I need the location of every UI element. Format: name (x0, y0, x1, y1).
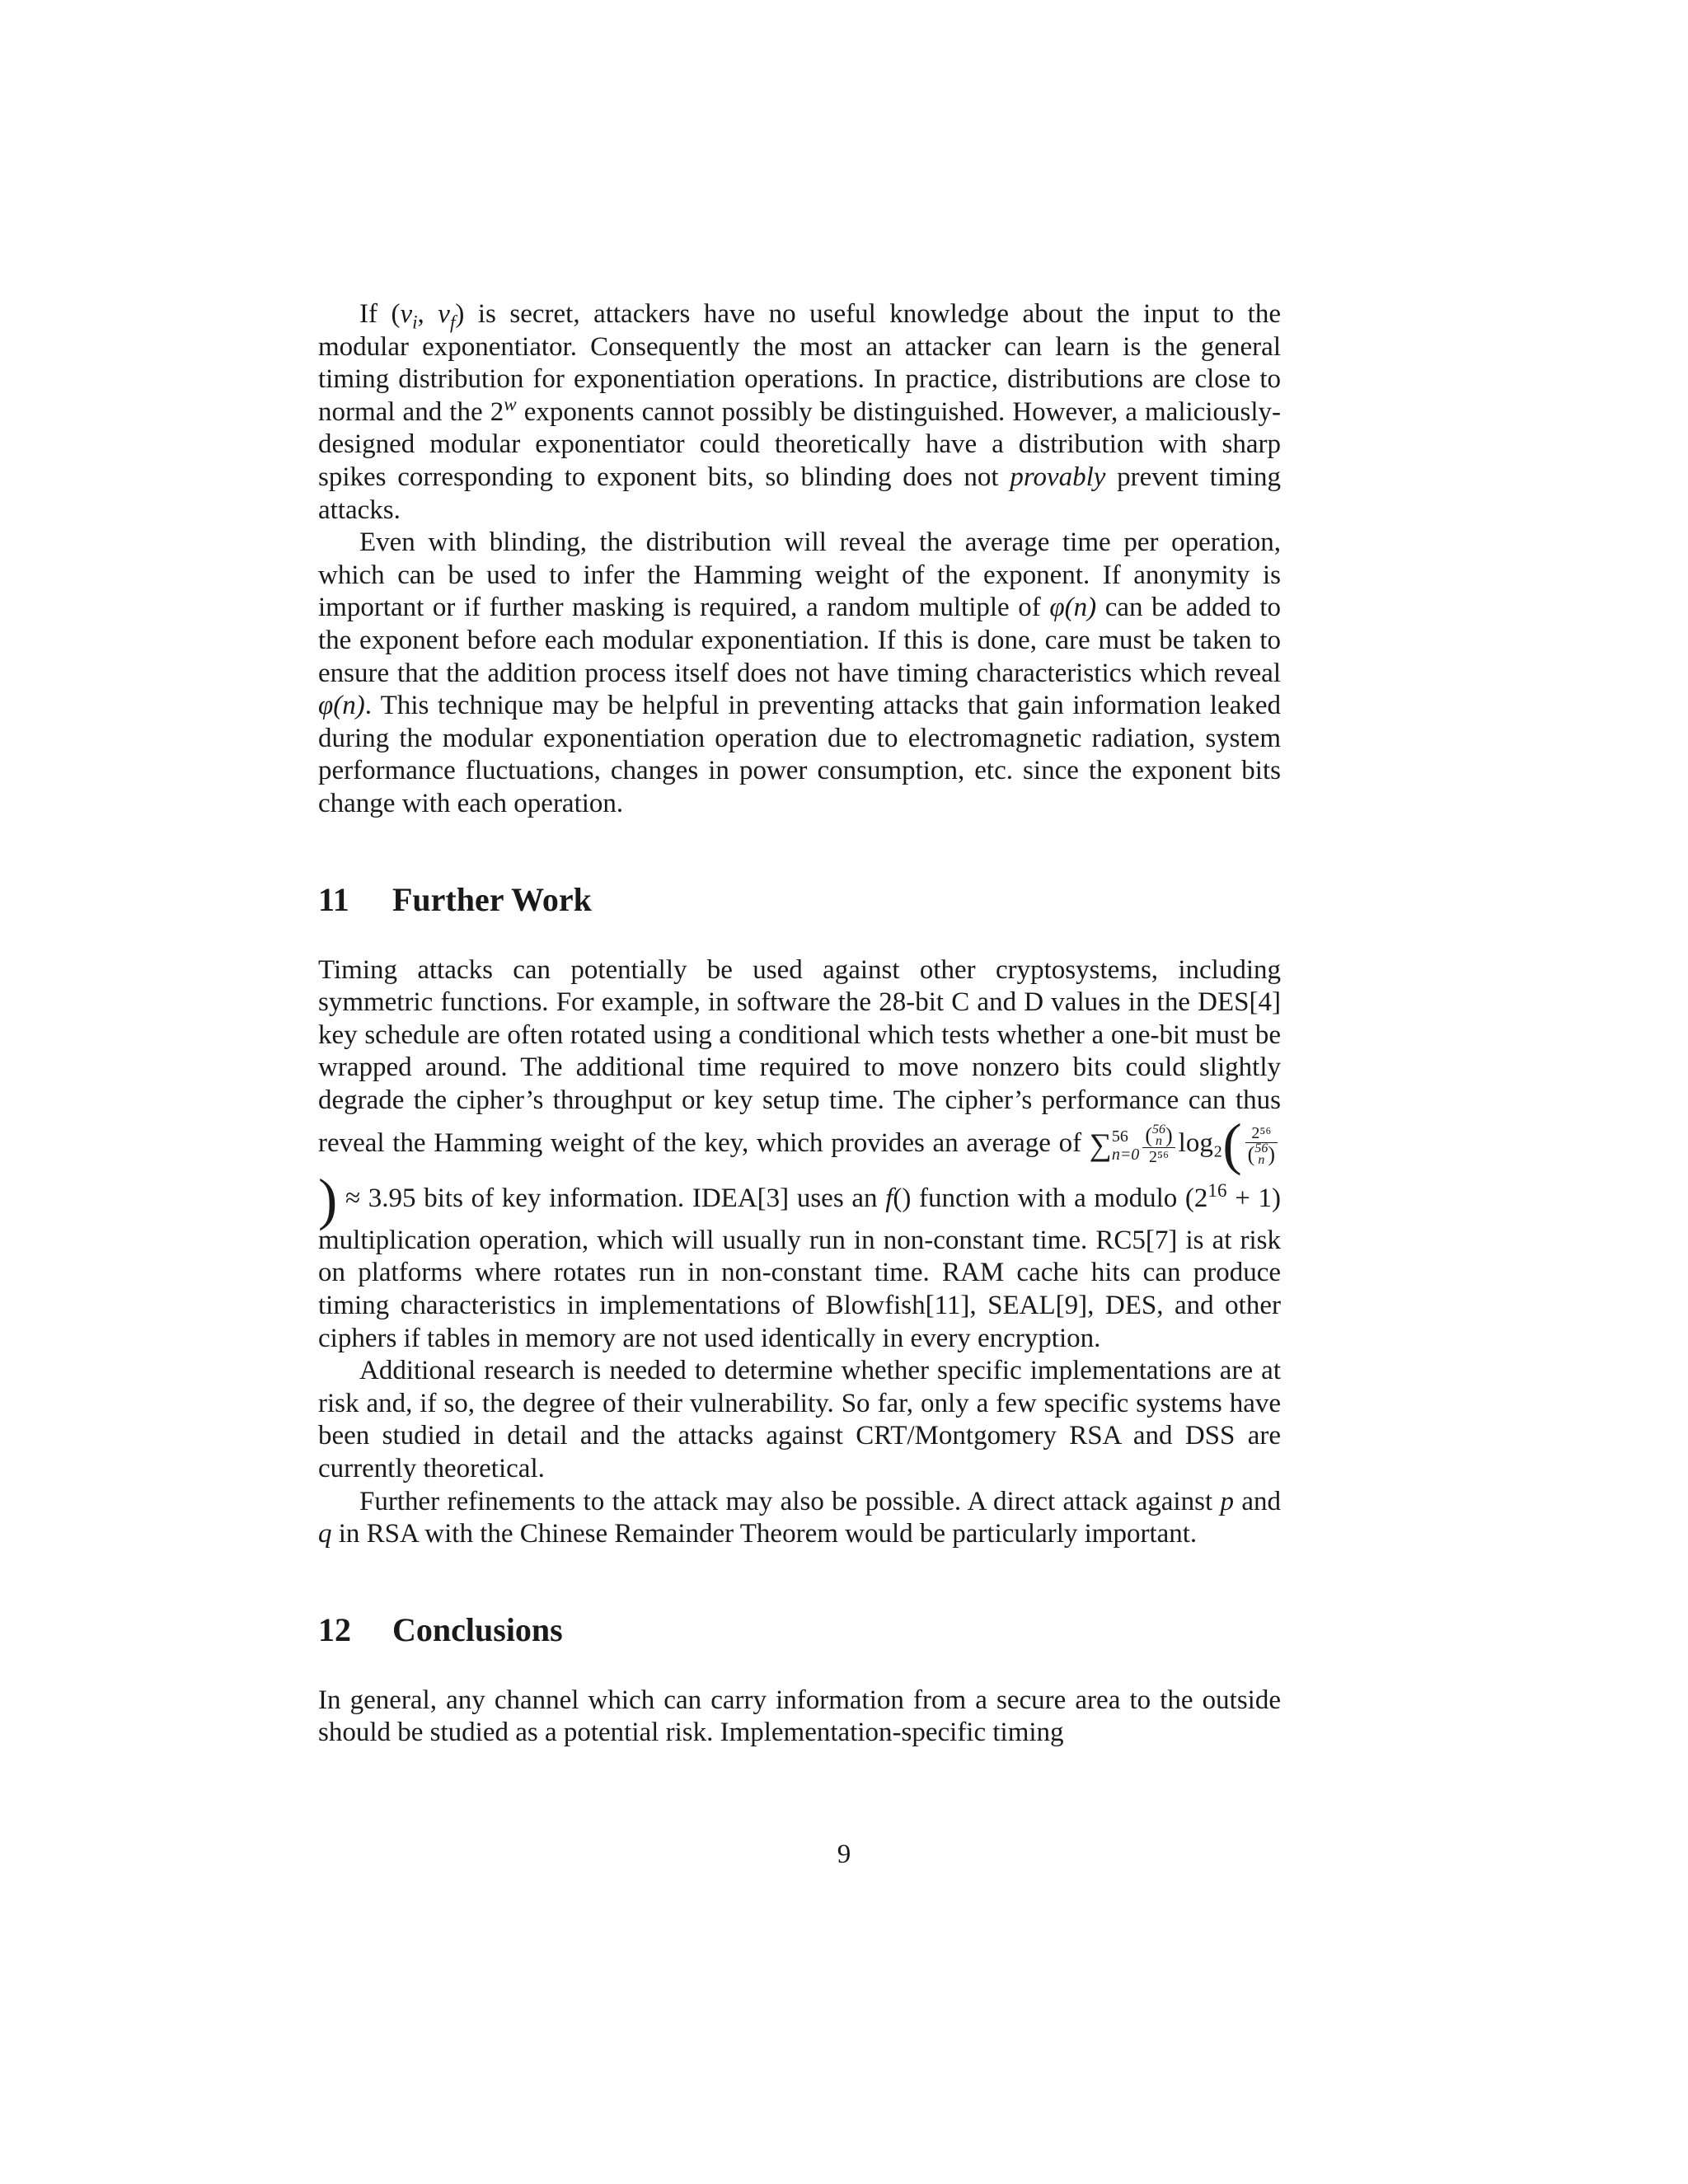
page-number: 9 (837, 1840, 851, 1869)
section-heading-further-work (318, 880, 1281, 920)
summation-limits (1112, 1127, 1140, 1164)
section-title: Further Work (392, 880, 592, 918)
paragraph-symmetric-functions (318, 954, 1281, 1356)
binom-top: 56 (1151, 1122, 1165, 1137)
text-run: exponents cannot possibly be distinguished. However, a maliciously-designed modular exponentiator could theoretically have a distribution with sharp spikes corresponding to exponent bits, so blinding does not (318, 396, 1281, 492)
paragraph-conclusions: In general, any channel which can carry information from a secure area to the outside should be studied as a potential risk. Implementation-specific timing (318, 1685, 1281, 1748)
sum-lower-limit: n=0 (1111, 1145, 1140, 1164)
binomial: ( 56 n ) (1145, 1122, 1173, 1149)
fraction-numerator: 2⁵⁶ (1245, 1124, 1278, 1143)
text-run: Timing attacks can potentially be used against other cryptosystems, including symmetric functions. For example, in software the 28-bit C and D values in the DES[4] key schedule are often rotated using a conditional which tests whether a one-bit must be wrapped around. The additional time required to move nonzero bits could slightly degrade the cipher’s throughput or key setup time. The cipher’s performance can thus reveal the Hamming weight of the key, which provides an average of (318, 954, 1281, 1159)
paragraph-additional-research: Additional research is needed to determine whether specific implementations are at risk and, if so, the degree of their vulnerability. So far, only a few specific systems have been studied in detail and the attacks against CRT/Montgomery RSA and DSS are currently theoretical. (318, 1356, 1281, 1484)
math-phi: φ(n) (1049, 593, 1097, 623)
binomial: ( 56 n ) (1247, 1141, 1275, 1168)
binom-bottom: n (1155, 1134, 1162, 1149)
fraction-denominator: 2⁵⁶ (1149, 1148, 1169, 1167)
text-run: and (1233, 1486, 1281, 1516)
text-run: . This technique may be helpful in preventing attacks that gain information leaked during the modular exponentiation operation due to electromagnetic radiation, system performance fluctuations, changes in power consumption, etc. since the exponent bits change with each operation. (318, 691, 1281, 818)
left-paren: ( (1222, 1113, 1242, 1177)
binom-top: 56 (1254, 1141, 1268, 1156)
text-run: ) is secret, attackers have no useful knowledge about the input to the modular exponentiator. Consequently the most an attacker can learn is the general timing distribution for exponentiation operations. In practice, distributions are close to normal and the 2 (318, 299, 1281, 427)
text-run: ≈ 3.95 bits of key information. IDEA[3] uses an (337, 1183, 886, 1213)
text-run: If ( (359, 299, 401, 329)
text-run: + 1) multiplication operation, which will usually run in non-constant time. RC5[7] is at risk on platforms where rotates run in non-constant time. RAM cache hits can produce timing characteristics in implementations of Blowfish[11], SEAL[9], DES, and other ciphers if tables in memory are not used identically in every encryption. (318, 1183, 1281, 1353)
section-number: 11 (318, 880, 349, 918)
emphasis-text: provably (1010, 462, 1106, 492)
text-run: can be added to the exponent before each modular exponentiation. If this is done, care must be taken to ensure that the addition process itself does not have timing characteristics which reveal (318, 593, 1281, 688)
math-function: f (885, 1183, 893, 1213)
sum-upper-limit: 56 (1111, 1127, 1128, 1146)
math-var: v (438, 299, 450, 329)
section-title: Conclusions (392, 1610, 563, 1648)
fraction-power-over-binom (1245, 1124, 1278, 1166)
math-subscript: i (412, 311, 418, 333)
text-run: prevent timing attacks. (318, 462, 1281, 525)
right-paren: ) (318, 1168, 338, 1232)
math-superscript: w (504, 392, 517, 415)
math-var: v (400, 299, 413, 329)
text-run: in RSA with the Chinese Remainder Theorem would be particularly important. (331, 1519, 1198, 1549)
page-body (318, 298, 1281, 1750)
text-run: , (417, 299, 438, 329)
math-var: p (1220, 1486, 1234, 1516)
section-heading-conclusions (318, 1610, 1281, 1650)
paragraph-hamming-weight (318, 527, 1281, 820)
paragraph-further-refinements (318, 1486, 1281, 1551)
math-phi: φ(n) (318, 691, 365, 721)
text-run: Even with blinding, the distribution will reveal the average time per operation, which can be used to infer the Hamming weight of the exponent. If anonymity is important or if further masking is required, a random multiple of (318, 527, 1281, 623)
log-symbol: log₂ (1178, 1128, 1223, 1159)
text-run: () function with a modulo (2 (893, 1183, 1208, 1213)
math-superscript: 16 (1207, 1179, 1227, 1201)
math-subscript: f (449, 311, 456, 333)
math-var: q (318, 1519, 332, 1549)
summation-symbol: ∑ (1089, 1127, 1112, 1163)
section-number: 12 (318, 1610, 351, 1648)
binom-bottom: n (1258, 1153, 1265, 1168)
fraction-binom-over-power (1142, 1124, 1175, 1166)
text-run: Further refinements to the attack may also be possible. A direct attack against (359, 1486, 1221, 1516)
paragraph-blinding-secret (318, 298, 1281, 527)
